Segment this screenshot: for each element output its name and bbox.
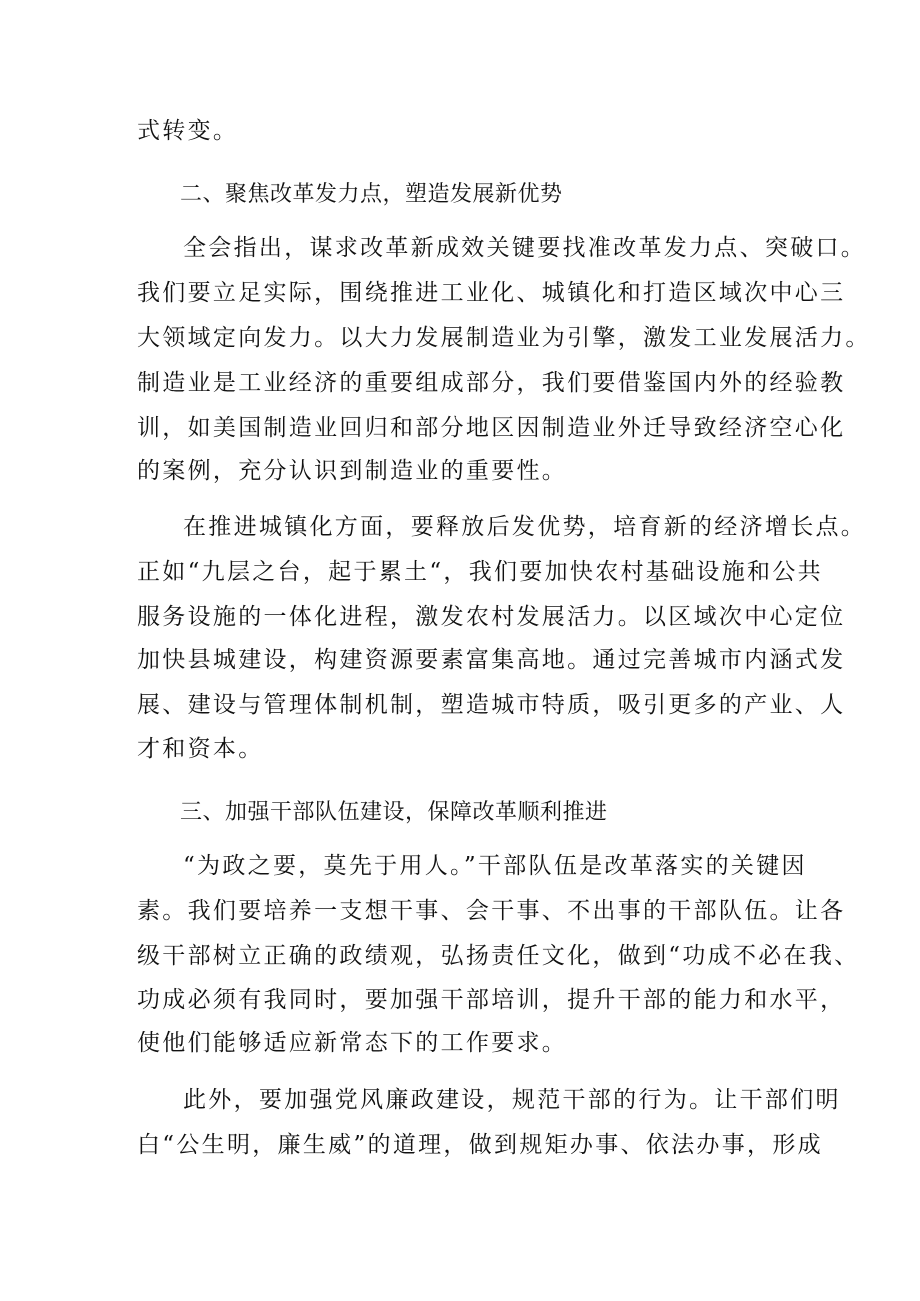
section-2-para-1-line-3: 大领域定向发力。以大力发展制造业为引擎，激发工业发展活力。	[137, 325, 871, 351]
section-3-heading: 三、加强干部队伍建设，保障改革顺利推进	[180, 800, 608, 825]
intro-tail-line: 式转变。	[137, 118, 239, 144]
section-3-para-2-line-1: 此外，要加强党风廉政建设，规范干部的行为。让干部们明	[183, 1087, 841, 1113]
section-2-para-2-line-5: 展、建设与管理体制机制，塑造城市特质，吸引更多的产业、人	[137, 692, 846, 718]
section-2-para-1-line-6: 的案例，充分认识到制造业的重要性。	[137, 458, 568, 484]
section-2-heading: 二、聚焦改革发力点，塑造发展新优势	[180, 182, 563, 207]
section-2-para-2-line-4: 加快县城建设，构建资源要素富集高地。通过完善城市内涵式发	[137, 647, 846, 673]
section-2-para-1-line-5: 训，如美国制造业回归和部分地区因制造业外迁导致经济空心化	[137, 415, 846, 441]
section-2-para-2-line-1: 在推进城镇化方面，要释放后发优势，培育新的经济增长点。	[183, 514, 867, 540]
section-2-para-1-line-4: 制造业是工业经济的重要组成部分，我们要借鉴国内外的经验教	[137, 370, 846, 396]
section-2-para-2-line-3: 服务设施的一体化进程，激发农村发展活力。以区域次中心定位	[137, 604, 846, 630]
section-3-para-1-line-1: “为政之要，莫先于用人。”干部队伍是改革落实的关键因	[183, 853, 807, 879]
section-2-para-1-line-1: 全会指出，谋求改革新成效关键要找准改革发力点、突破口。	[183, 235, 867, 261]
section-3-para-1-line-3: 级干部树立正确的政绩观，弘扬责任文化，做到“功成不必在我、	[137, 943, 860, 969]
section-2-para-2-line-6: 才和资本。	[137, 736, 264, 762]
section-2-para-1-line-2: 我们要立足实际，围绕推进工业化、城镇化和打造区域次中心三	[137, 280, 846, 306]
section-3-para-2-line-2: 白“公生明，廉生威”的道理，做到规矩办事、依法办事，形成	[137, 1132, 823, 1158]
section-3-para-1-line-4: 功成必须有我同时，要加强干部培训，提升干部的能力和水平，	[137, 987, 846, 1013]
section-3-para-1-line-5: 使他们能够适应新常态下的工作要求。	[137, 1030, 568, 1056]
section-2-para-2-line-2: 正如“九层之台，起于累土“，我们要加快农村基础设施和公共	[137, 559, 823, 585]
section-3-para-1-line-2: 素。我们要培养一支想干事、会干事、不出事的干部队伍。让各	[137, 898, 846, 924]
